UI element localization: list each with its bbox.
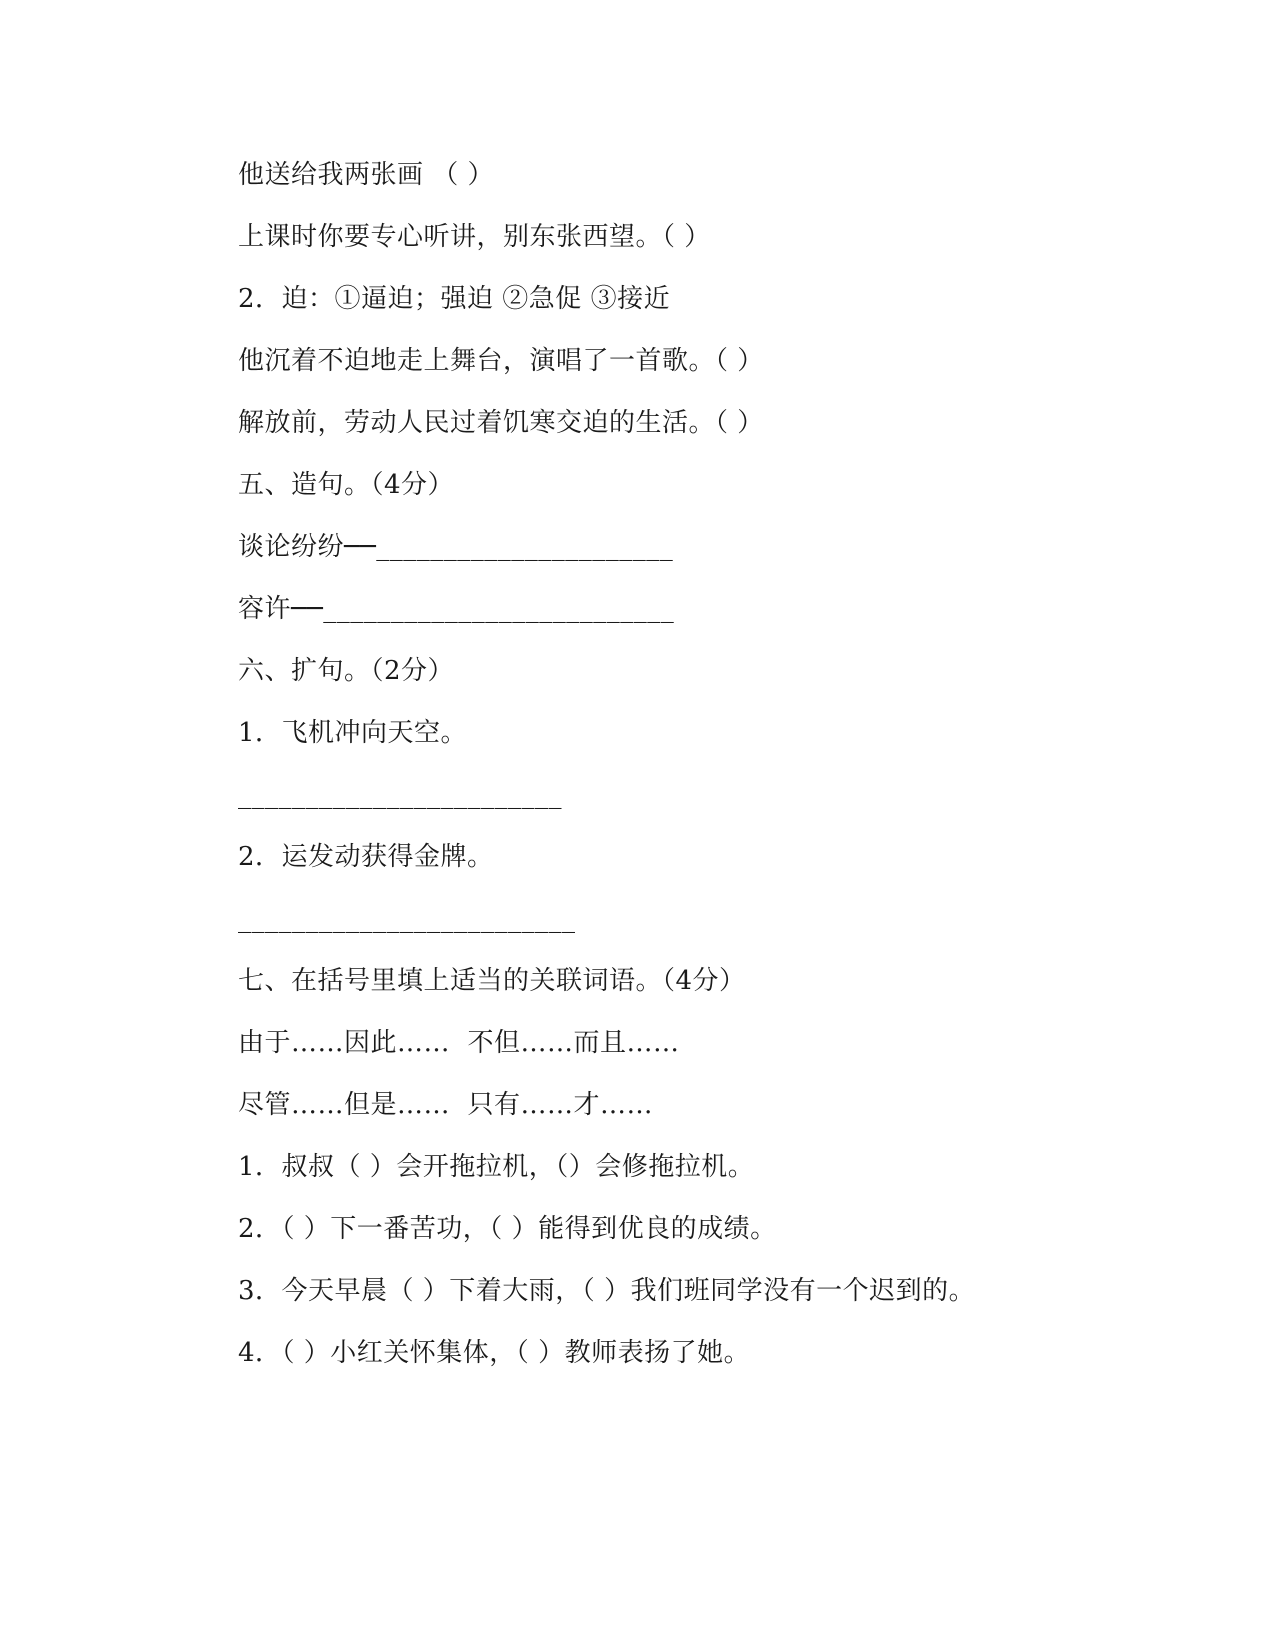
answer-blank-2: _________________________ [238, 904, 576, 934]
sentence-prompt-1: 谈论纷纷──______________________ [238, 532, 674, 562]
fill-item-4: 4．（ ）小红关怀集体，（ ）教师表扬了她。 [238, 1338, 751, 1368]
text-line-1: 他送给我两张画 （ ） [238, 160, 495, 190]
section-heading-5: 五、造句。（4分） [238, 470, 455, 500]
expand-item-1: 1．飞机冲向天空。 [238, 718, 468, 748]
conjunction-options-1: 由于……因此…… 不但……而且…… [238, 1028, 680, 1058]
sentence-prompt-2: 容许──__________________________ [238, 594, 675, 624]
section-heading-6: 六、扩句。（2分） [238, 656, 455, 686]
conjunction-options-2: 尽管……但是…… 只有……才…… [238, 1090, 654, 1120]
text-line-4: 他沉着不迫地走上舞台，演唱了一首歌。（ ） [238, 346, 764, 376]
text-line-3: 2．迫：①逼迫；强迫 ②急促 ③接近 [238, 284, 671, 314]
text-line-2: 上课时你要专心听讲，别东张西望。（ ） [238, 222, 711, 252]
expand-item-2: 2．运发动获得金牌。 [238, 842, 494, 872]
answer-blank-1: ________________________ [238, 780, 562, 810]
section-heading-7: 七、在括号里填上适当的关联词语。（4分） [238, 966, 746, 996]
fill-item-1: 1．叔叔（ ）会开拖拉机，（）会修拖拉机。 [238, 1152, 755, 1182]
text-line-5: 解放前，劳动人民过着饥寒交迫的生活。（ ） [238, 408, 764, 438]
fill-item-2: 2．（ ）下一番苦功，（ ）能得到优良的成绩。 [238, 1214, 777, 1244]
fill-item-3: 3．今天早晨（ ）下着大雨，（ ）我们班同学没有一个迟到的。 [238, 1276, 976, 1306]
